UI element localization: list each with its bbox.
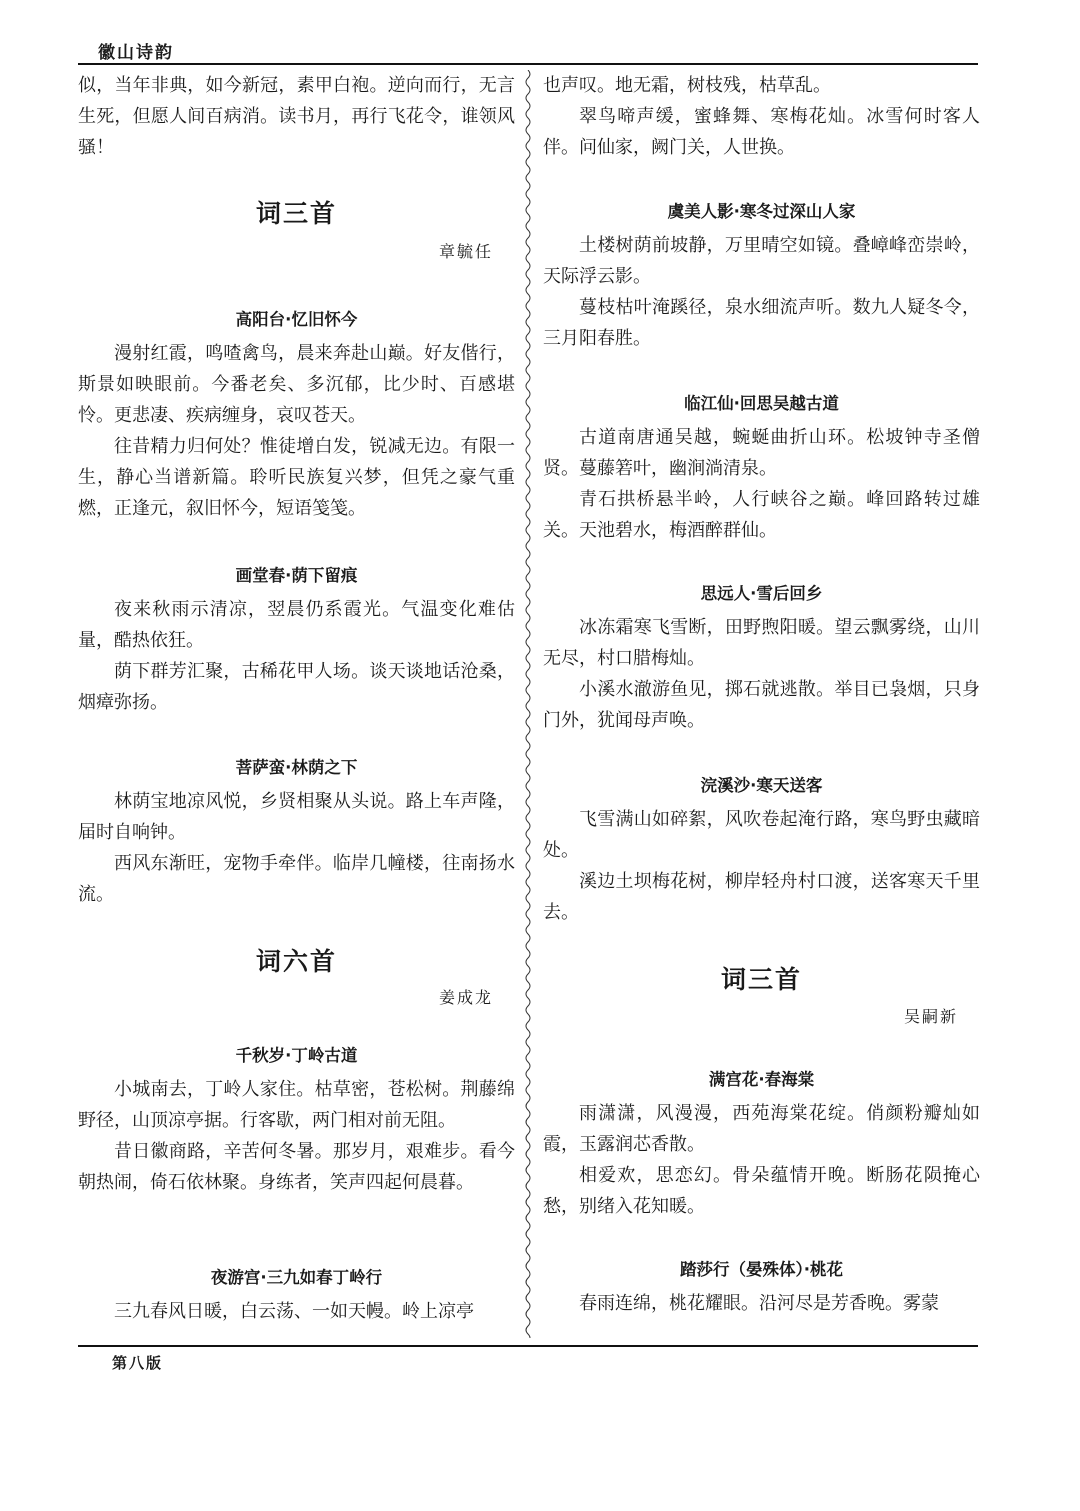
- poem-stanza: 小溪水澈游鱼见，掷石就逃散。举目已袅烟，只身门外，犹闻母声唤。: [543, 679, 980, 731]
- poem-title: 浣溪沙·寒天送客: [700, 776, 823, 795]
- poem-stanza: 蔓枝枯叶淹蹊径，泉水细流声听。数九人疑冬令，三月阳春胜。: [543, 297, 980, 349]
- poem-title: 踏莎行（晏殊体）·桃花: [679, 1260, 844, 1279]
- author-line: [543, 1007, 980, 1027]
- poem: [543, 1258, 980, 1319]
- poem-title: 高阳台·忆旧怀今: [235, 310, 358, 329]
- poem-stanza: 夜来秋雨示清凉，翌晨仍系霞光。气温变化难估量，酷热依狂。: [78, 599, 515, 651]
- poem: [543, 200, 980, 354]
- poem-stanza: 漫射红霞，鸣喳禽鸟，晨来奔赴山巅。好友偕行，斯景如映眼前。今番老矣、多沉郁，比少时、百感堪怜。更悲凄、疾病缠身，哀叹苍天。: [78, 343, 515, 426]
- poem-stanza: 三九春风日暖，白云荡、一如天幔。岭上凉亭: [114, 1301, 474, 1322]
- poem-title: 临江仙·回思吴越古道: [684, 394, 839, 413]
- poem-title: 思远人·雪后回乡: [700, 584, 823, 603]
- poem-stanza: 林荫宝地凉风悦，乡贤相聚从头说。路上车声隆，届时自响钟。: [78, 791, 515, 843]
- poem-stanza: 春雨连绵，桃花耀眼。沿河尽是芳香晚。雾蒙: [579, 1293, 939, 1314]
- author-name: 姜成龙: [438, 988, 493, 1007]
- group-heading: [543, 964, 980, 996]
- poem-title: 满宫花·春海棠: [708, 1070, 815, 1089]
- poem-stanza: 西风东渐旺，宠物手牵伴。临岸几幢楼，往南扬水流。: [78, 853, 515, 905]
- poem: [78, 1044, 515, 1198]
- poem: [543, 1068, 980, 1222]
- author-name: 吴嗣新: [903, 1007, 958, 1026]
- intro-continuation: [78, 70, 515, 163]
- poem-stanza: 青石拱桥悬半岭，人行峡谷之巅。峰回路转过雄关。天池碧水，梅酒醉群仙。: [543, 489, 980, 541]
- poem-stanza: 昔日徽商路，辛苦何冬暑。那岁月，艰难步。看今朝热闹，倚石依林聚。身练者，笑声四起何晨暮。: [78, 1141, 515, 1193]
- poem-stanza: 也声叹。地无霜，树枝残，枯草乱。: [543, 75, 831, 96]
- column-divider: [523, 70, 533, 1338]
- poem-title: 画堂春·荫下留痕: [235, 566, 358, 585]
- poem-stanza: 相爱欢，思恋幻。骨朵蕴情开晚。断肠花陨掩心愁，别绪入花知暖。: [543, 1165, 980, 1217]
- poem-stanza: 小城南去，丁岭人家住。枯草密，苍松树。荆藤绵野径，山顶凉亭据。行客歇，两门相对前无阻。: [78, 1079, 515, 1131]
- poem-title: 夜游宫·三九如春丁岭行: [210, 1268, 383, 1287]
- paragraph: 似，当年非典，如今新冠，素甲白袍。逆向而行，无言生死，但愿人间百病消。读书月，再行飞花令，谁领风骚！: [78, 75, 515, 158]
- section-title: 词三首: [720, 965, 802, 994]
- section-title: 词六首: [255, 947, 337, 976]
- poem-stanza: 古道南唐通吴越，蜿蜒曲折山环。松坡钟寺圣僧贤。蔓藤箬叶，幽涧淌清泉。: [543, 427, 980, 479]
- poem: [78, 1266, 515, 1327]
- group-heading: [78, 198, 515, 230]
- poem-stanza: 翠鸟啼声缓，蜜蜂舞、寒梅花灿。冰雪何时客人伴。问仙家，阙门关，人世换。: [543, 106, 980, 158]
- poem: [78, 564, 515, 718]
- poem: [543, 774, 980, 928]
- header-title: 徽山诗韵: [98, 43, 174, 63]
- poem: [543, 582, 980, 736]
- poem-title: 千秋岁·丁岭古道: [235, 1046, 358, 1065]
- poem-continuation: [543, 70, 980, 163]
- poem: [78, 308, 515, 524]
- poem-stanza: 溪边土坝梅花树，柳岸轻舟村口渡，送客寒天千里去。: [543, 871, 980, 923]
- poem-title: 虞美人影·寒冬过深山人家: [667, 202, 856, 221]
- author-line: [78, 242, 515, 262]
- poem-stanza: 荫下群芳汇聚，古稀花甲人场。谈天谈地话沧桑，烟瘴弥扬。: [78, 661, 515, 713]
- section-title: 词三首: [255, 199, 337, 228]
- group-heading: [78, 946, 515, 978]
- poem-stanza: 冰冻霜寒飞雪断，田野煦阳暖。望云飘雾绕，山川无尽，村口腊梅灿。: [543, 617, 980, 669]
- poem-stanza: 雨潇潇，风漫漫，西苑海棠花绽。俏颜粉瓣灿如霞，玉露润芯香散。: [543, 1103, 980, 1155]
- poem: [543, 392, 980, 546]
- author-name: 章毓任: [438, 242, 493, 261]
- header-rule: [78, 63, 978, 65]
- poem-stanza: 飞雪满山如碎絮，风吹卷起淹行路，寒鸟野虫藏暗处。: [543, 809, 980, 861]
- author-line: [78, 988, 515, 1008]
- footer-rule: [78, 1345, 978, 1347]
- poem-stanza: 土楼树荫前坡静，万里晴空如镜。叠嶂峰峦崇岭，天际浮云影。: [543, 235, 980, 287]
- poem-title: 菩萨蛮·林荫之下: [235, 758, 358, 777]
- poem: [78, 756, 515, 910]
- poem-stanza: 往昔精力归何处？惟徒增白发，锐减无边。有限一生，静心当谱新篇。聆听民族复兴梦，但凭之豪气重燃，正逢元，叙旧怀今，短语笺笺。: [78, 436, 515, 519]
- page-number: 第八版: [112, 1354, 164, 1372]
